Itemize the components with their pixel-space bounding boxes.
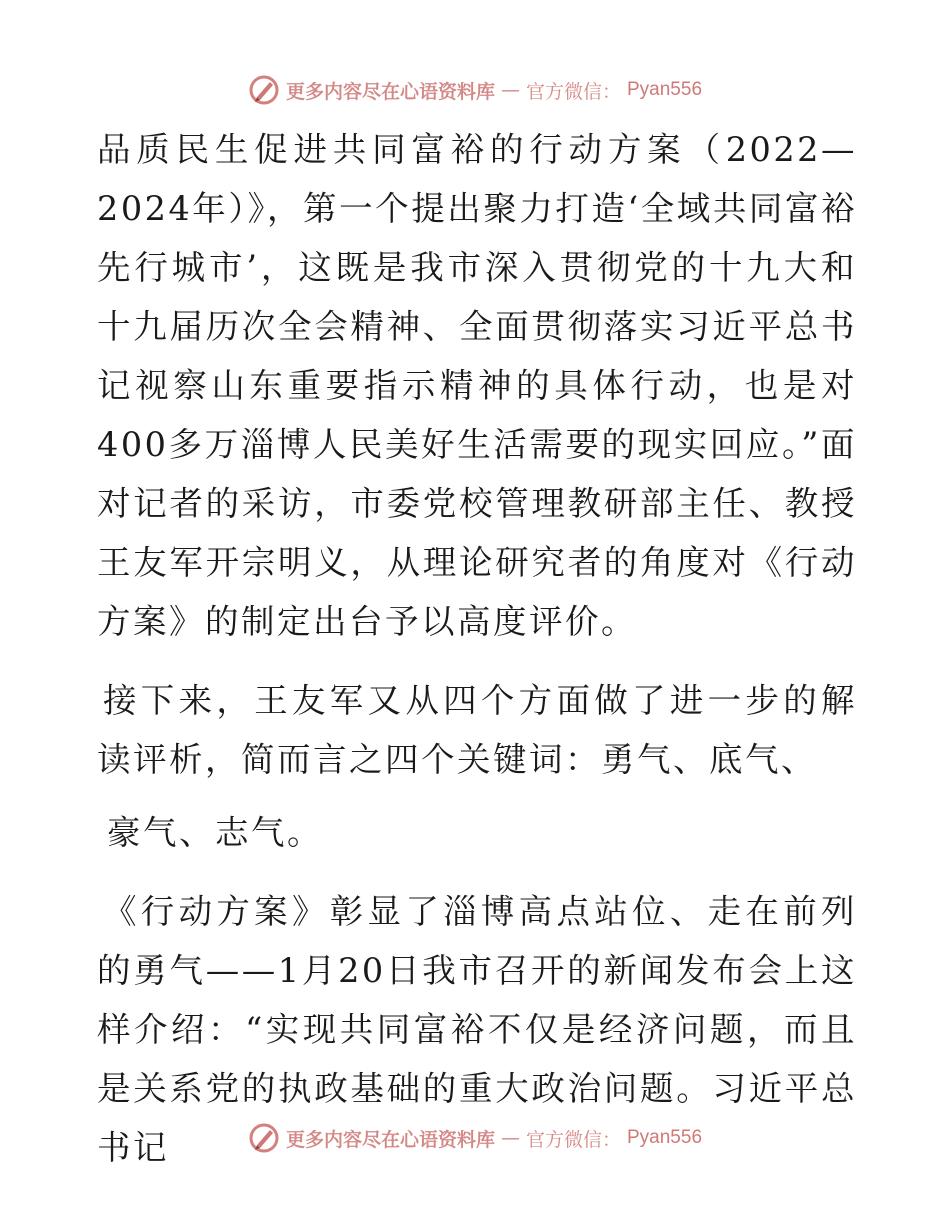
footer-watermark (0, 1118, 950, 1158)
watermark-id: Pyan556 (627, 79, 703, 100)
watermark-brand: 更多内容尽在心语资料库 (285, 80, 495, 103)
watermark-brand: 更多内容尽在心语资料库 (285, 1128, 495, 1151)
watermark-separator: — (500, 79, 520, 101)
watermark (248, 1122, 702, 1154)
watermark-label: 官方微信： (525, 1128, 621, 1151)
document-body (97, 120, 857, 1177)
paragraph-2: 接下来，王友军又从四个方面做了进一步的解读评析，简而言之四个关键词：勇气、底气、 (97, 681, 857, 779)
paragraph-4: 《行动方案》彰显了淄博高点站位、走在前列的勇气——1月20日我市召开的新闻发布会上这样介绍：“实现共同富裕不仅是经济问题，而且是关系党的执政基础的重大政治问题。习近平总书记 (97, 892, 857, 1167)
paragraph-1: 品质民生促进共同富裕的行动方案（2022—2024年）》，第一个提出聚力打造‘全域共同富裕先行城市’，这既是我市深入贯彻党的十九大和十九届历次全会精神、全面贯彻落实习近平总书记视察山东重要指示精神的具体行动，也是对400多万淄博人民美好生活需要的现实回应。”面对记者的采访，市委党校管理教研部主任、教授王友军开宗明义，从理论研究者的角度对《行动方案》的制定出台予以高度评价。 (97, 130, 857, 641)
header-watermark (0, 70, 950, 110)
pen-logo-icon (248, 1122, 280, 1154)
watermark-separator: — (500, 1127, 520, 1149)
watermark-id: Pyan556 (627, 1127, 703, 1148)
watermark (248, 74, 702, 106)
pen-logo-icon (248, 74, 280, 106)
watermark-label: 官方微信： (525, 80, 621, 103)
paragraph-3: 豪气、志气。 (107, 813, 323, 852)
